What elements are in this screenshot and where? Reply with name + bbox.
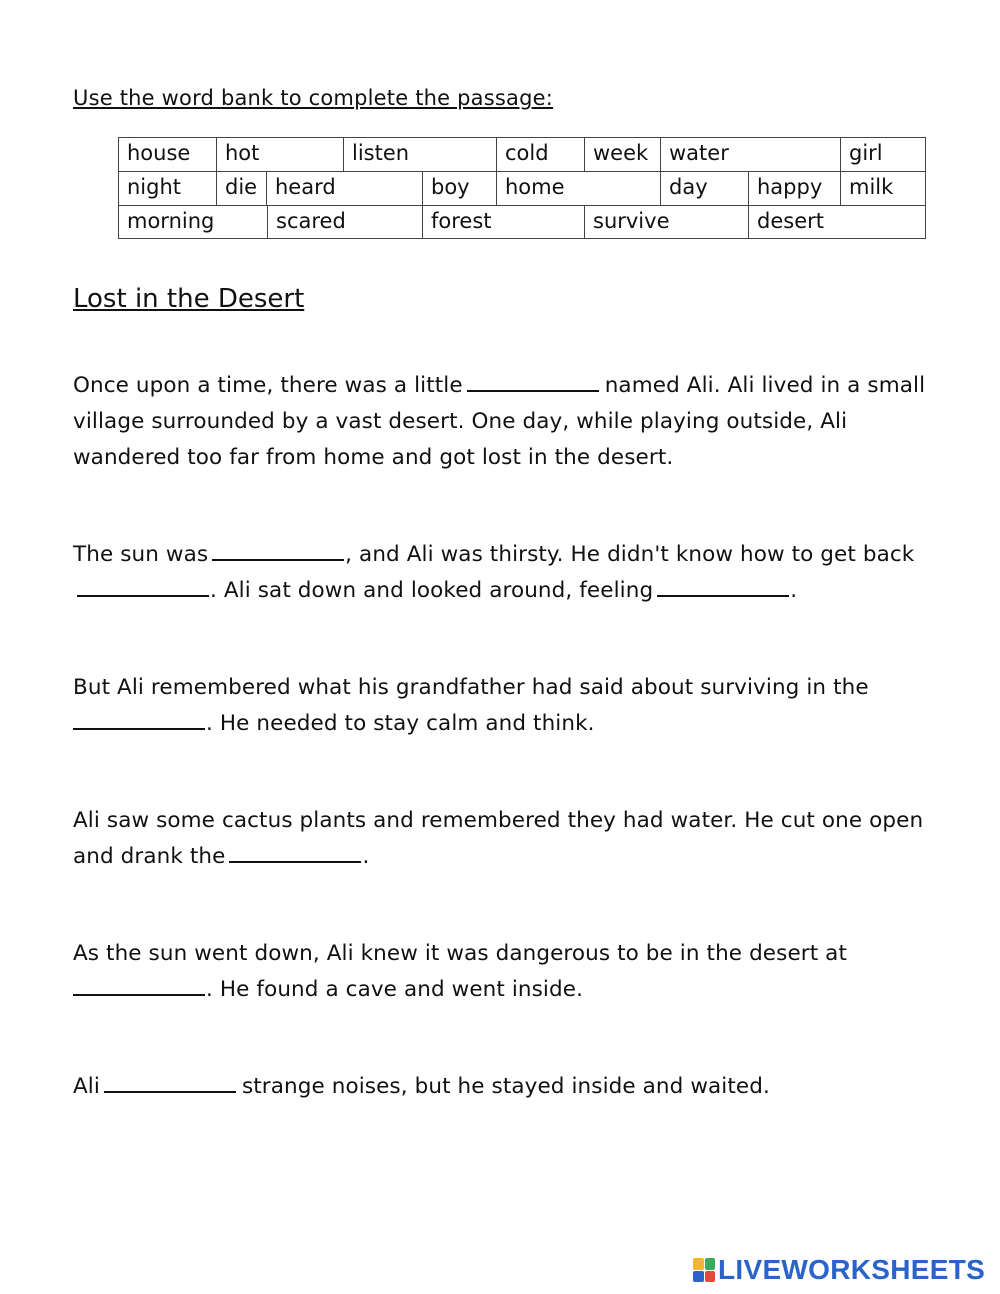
word-bank-cell: milk [840, 171, 926, 206]
text-segment: Ali saw some cactus plants and remembered they had water. He cut one open and drank the [73, 808, 924, 869]
word-bank-cell: house [118, 137, 217, 172]
word-bank-cell: home [496, 171, 661, 206]
text-segment: , and Ali was thirsty. He didn't know how to get back [345, 542, 915, 567]
word-bank-cell: hot [216, 137, 344, 172]
text-segment: Once upon a time, there was a little [73, 373, 463, 398]
text-segment: . [790, 578, 798, 603]
word-bank-cell: day [660, 171, 749, 206]
answer-blank-4[interactable] [657, 595, 789, 597]
word-bank-cell: boy [422, 171, 497, 206]
paragraph-4 [73, 803, 943, 875]
logo-square [705, 1271, 716, 1283]
paragraph-5 [73, 936, 943, 1008]
word-bank-table [118, 137, 926, 239]
passage-title: Lost in the Desert [73, 284, 305, 314]
answer-blank-6[interactable] [229, 861, 361, 863]
word-bank-cell: desert [748, 205, 926, 239]
word-bank-cell: die [216, 171, 267, 206]
logo-text: LIVEWORKSHEETS [718, 1254, 986, 1285]
word-bank-cell: morning [118, 205, 268, 239]
paragraph-3 [73, 670, 943, 742]
paragraph-1 [73, 368, 943, 476]
word-bank-cell: forest [422, 205, 585, 239]
word-bank-cell: girl [840, 137, 926, 172]
word-bank-cell: week [584, 137, 661, 172]
answer-blank-8[interactable] [104, 1091, 236, 1093]
logo-square [693, 1271, 704, 1283]
logo-icon [693, 1258, 715, 1282]
word-bank-cell: listen [343, 137, 497, 172]
paragraph-6 [73, 1069, 943, 1105]
text-segment: named Ali. Ali lived in a small village surrounded by a vast desert. One day, while playing outside, Ali wandered too far from home and got lost in the desert. [73, 373, 926, 470]
word-bank-cell: water [660, 137, 841, 172]
word-bank-cell: cold [496, 137, 585, 172]
text-segment: . Ali sat down and looked around, feeling [210, 578, 654, 603]
text-segment: . He needed to stay calm and think. [206, 711, 595, 736]
word-bank-cell: scared [267, 205, 423, 239]
text-segment: The sun was [73, 542, 209, 567]
answer-blank-1[interactable] [467, 390, 599, 392]
logo-square [705, 1258, 716, 1270]
answer-blank-5[interactable] [73, 728, 205, 730]
answer-blank-2[interactable] [212, 559, 344, 561]
word-bank-cell: survive [584, 205, 749, 239]
word-bank-cell: night [118, 171, 217, 206]
text-segment: . [362, 844, 370, 869]
text-segment: But Ali remembered what his grandfather had said about surviving in the [73, 675, 869, 700]
text-segment: strange noises, but he stayed inside and waited. [241, 1074, 770, 1099]
liveworksheets-logo [693, 1254, 985, 1286]
paragraph-2 [73, 537, 943, 609]
word-bank-cell: happy [748, 171, 841, 206]
logo-square [693, 1258, 704, 1270]
word-bank-cell: heard [266, 171, 423, 206]
text-segment: As the sun went down, Ali knew it was dangerous to be in the desert at [73, 941, 847, 966]
answer-blank-7[interactable] [73, 994, 205, 996]
text-segment: Ali [73, 1074, 100, 1099]
text-segment: . He found a cave and went inside. [206, 977, 584, 1002]
answer-blank-3[interactable] [77, 595, 209, 597]
instruction-heading: Use the word bank to complete the passage: [73, 86, 554, 110]
